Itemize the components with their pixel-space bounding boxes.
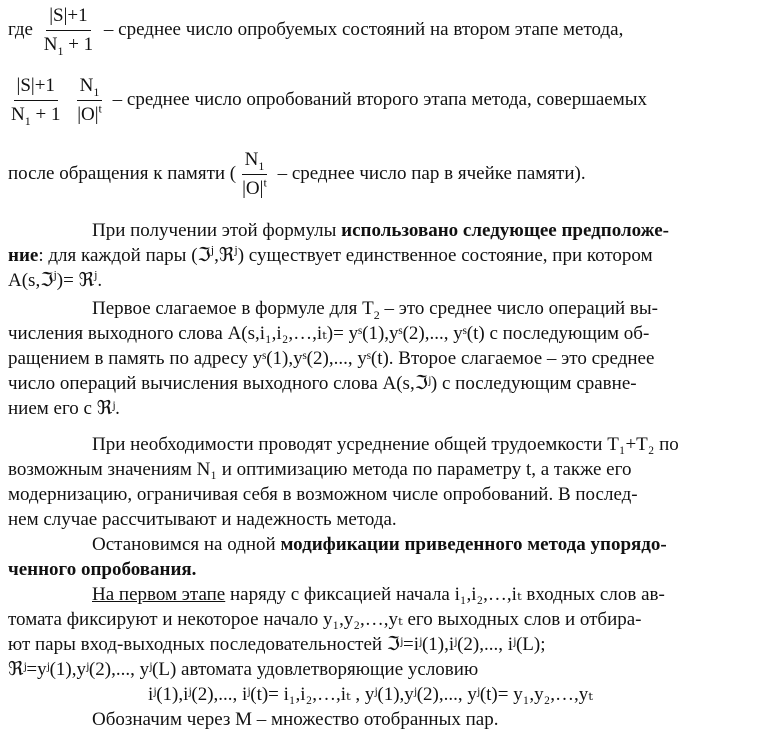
para5-line6: Обозначим через М – множество отобранных пар. <box>92 709 499 730</box>
sup-j: j <box>210 242 215 257</box>
para2-line1 <box>92 296 658 321</box>
num-subscript: 1 <box>93 84 100 99</box>
den-symbol: N <box>11 104 25 125</box>
den-symbol: |O| <box>242 178 264 199</box>
para1-text: ,ℜ <box>214 245 235 266</box>
fraction-denominator <box>8 101 63 129</box>
para1-text: A(s,ℑ <box>8 270 54 291</box>
para5-line1 <box>92 582 665 607</box>
fraction-numerator <box>77 72 103 101</box>
formula-line-2 <box>8 72 647 129</box>
para1-line3 <box>8 268 102 293</box>
para5-line2: томата фиксируют и некоторое начало y₁,y₂,…,yₜ его выходных слов и отбира- <box>8 609 642 630</box>
para1-text: )= ℜ <box>56 270 95 291</box>
para3-line2: возможным значениям N₁ и оптимизацию метода по параметру t, а также его <box>8 459 632 480</box>
para2-line2: числения выходного слова A(s,i₁,i₂,…,iₜ)= yˢ(1),yˢ(2),..., yˢ(t) с последующим об- <box>8 323 650 344</box>
den-subscript: 1 <box>24 113 31 128</box>
line1-text: – среднее число опробуемых состояний на втором этапе метода, <box>103 18 624 40</box>
para3-line3: модернизацию, ограничивая себя в возможном числе опробований. В послед- <box>8 484 638 505</box>
line3-pre: после обращения к памяти ( <box>8 162 237 184</box>
formula-line-1 <box>8 2 623 59</box>
para2-text: Первое слагаемое в формуле для T <box>92 298 374 319</box>
sup-j: j <box>234 242 238 257</box>
fraction-denominator <box>74 101 105 129</box>
para1-bold-end: ние <box>8 245 39 266</box>
para1-text: При получении этой формулы <box>92 220 342 241</box>
line3-post: – среднее число пар в ячейке памяти). <box>277 162 586 184</box>
den-superscript: t <box>98 101 102 116</box>
den-symbol: N <box>43 34 58 55</box>
den-symbol: |O| <box>77 104 99 125</box>
fraction-pairs <box>74 72 105 129</box>
para2-line4: число операций вычисления выходного слова A(s,ℑʲ) с последующим сравне- <box>8 373 637 394</box>
para5-line4: ℜʲ=yʲ(1),yʲ(2),..., yʲ(L) автомата удовлетворяющие условию <box>8 659 479 680</box>
para1-line2 <box>8 243 653 268</box>
para3-line4: нем случае рассчитывают и надежность метода. <box>8 509 397 530</box>
den-tail: + 1 <box>63 34 94 55</box>
den-superscript: t <box>263 175 267 190</box>
para2-text: – это среднее число операций вы- <box>379 298 658 319</box>
formula-line-3 <box>8 146 586 203</box>
den-tail: + 1 <box>30 104 61 125</box>
underlined-phrase: На первом этапе <box>92 584 226 605</box>
para1-text: ) существует единственное состояние, при котором <box>237 245 653 266</box>
fraction-denominator <box>41 31 96 59</box>
sub-2: 2 <box>373 307 380 322</box>
para3-line1: При необходимости проводят усреднение общей трудоемкости T₁+T₂ по <box>92 434 679 455</box>
num-symbol: N <box>79 75 94 96</box>
para2-line5: нием его с ℜʲ. <box>8 398 120 419</box>
fraction-states-2 <box>8 72 63 129</box>
fraction-numerator: |S|+1 <box>46 2 90 31</box>
para4-text: Остановимся на одной <box>92 534 281 555</box>
line1-prefix: где <box>8 18 33 40</box>
para1-bold: использовано следующее предположе- <box>341 220 669 241</box>
fraction-cell <box>239 146 270 203</box>
para1-text: . <box>97 270 103 291</box>
fraction-numerator: |S|+1 <box>14 72 58 101</box>
para4-bold-end: ченного опробования. <box>8 559 197 580</box>
den-subscript: 1 <box>57 43 64 58</box>
fraction-numerator <box>242 146 268 175</box>
para1-line1 <box>92 218 669 243</box>
fraction-states <box>41 2 96 59</box>
num-subscript: 1 <box>258 158 265 173</box>
condition-formula: iʲ(1),iʲ(2),..., iʲ(t)= i₁,i₂,…,iₜ , yʲ(1),yʲ(2),..., yʲ(t)= y₁,y₂,…,yₜ <box>148 684 593 705</box>
fraction-denominator <box>239 175 270 203</box>
para4-bold: модификации приведенного метода упорядо- <box>280 534 667 555</box>
sup-j: j <box>94 267 98 282</box>
para5-line3: ют пары вход-выходных последовательностей ℑʲ=iʲ(1),iʲ(2),..., iʲ(L); <box>8 634 546 655</box>
line2-text: – среднее число опробований второго этапа метода, совершаемых <box>112 88 648 110</box>
para5-text: наряду с фиксацией начала i₁,i₂,…,iₜ входных слов ав- <box>225 584 665 605</box>
para4-line2 <box>8 557 196 582</box>
para1-text: : для каждой пары (ℑ <box>38 245 211 266</box>
para2-line3: ращением в память по адресу yˢ(1),yˢ(2),..., yˢ(t). Второе слагаемое – это среднее <box>8 348 655 369</box>
num-symbol: N <box>244 149 259 170</box>
sup-j: j <box>53 267 57 282</box>
para4-line1 <box>92 532 667 557</box>
